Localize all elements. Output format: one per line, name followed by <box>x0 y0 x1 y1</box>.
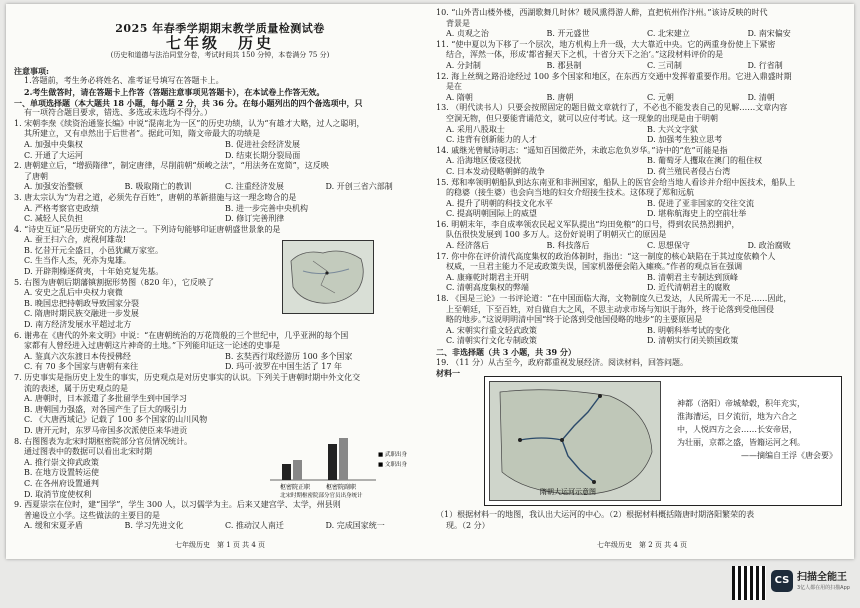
notice-line: 1.答题前，考生务必将姓名、准考证号填写在答题卡上。 <box>24 76 224 86</box>
question-12: 是在 <box>446 82 462 92</box>
option: A. 严格考察官吏政绩 <box>24 203 99 213</box>
option: D. 唐开元时，东罗马帝国多次派使臣来华进贡 <box>24 425 188 435</box>
option: D. 加强考生独立思考 <box>647 135 723 145</box>
option: A. 加强安治整顿 <box>24 182 83 192</box>
option: B. 郡县制 <box>546 60 582 70</box>
material-one-box <box>484 376 842 506</box>
notice-title: 注意事项: <box>14 65 49 76</box>
option: B. 开元盛世 <box>546 29 590 39</box>
option: B. 玄奘西行取经游历 100 多个国家 <box>225 351 353 361</box>
option: C. 元朝 <box>647 92 674 102</box>
option: D. 南方经济发展水平超过北方 <box>24 320 132 330</box>
option: C. 隋唐时期民族交融进一步发展 <box>24 309 139 319</box>
option: D. 修订完善刑律 <box>225 214 285 224</box>
question-13: 13. （明代读书人）只要会按照固定的题目做文章就行了，不必也不能发表自己的见解……文章内容 <box>436 103 788 113</box>
option: C. 清朝高度集权的弊端 <box>446 283 529 293</box>
question-19: 19. （11 分）从古至今，政府都重视发展经济。阅读材料，回答问题。 <box>436 357 688 367</box>
exam-title: 2025 年春季学期期末教学质量检测试卷 <box>115 22 325 35</box>
question-15: 的稳婆（接生婆）也会向当地的妇女介绍接生技术。这体现了郑和远航 <box>446 188 694 198</box>
option: A. 采用八股取士 <box>446 124 505 134</box>
question-6-options <box>14 352 426 373</box>
chart-legend-entry: ■ 文职出身 <box>378 462 407 468</box>
question-18: 略的地步。”这说明明清中国“终于论落到受他国侵略的地步”的主要原因是 <box>446 315 703 325</box>
question-14-options <box>436 156 848 177</box>
option: C. 生当作人杰，死亦为鬼雄。 <box>24 256 131 266</box>
option: D. 政治腐败 <box>747 241 791 251</box>
option: C. 在各州府设置通判 <box>24 478 99 488</box>
question-16: 队伍很快发展到 100 多万人。这份好说明了明朝灭亡的原因是 <box>446 230 667 240</box>
option: A. 蚕王扫六合，虎视何雄哉! <box>24 235 127 245</box>
option: C. 注重经济发展 <box>225 182 284 192</box>
question-9-options <box>14 521 426 532</box>
bureau-chart-svg <box>266 434 416 498</box>
option: D. 堪称航海史上的空前壮举 <box>647 209 747 219</box>
part1-heading: 一、单项选择题（本大题共 18 小题，每小题 2 分，共 36 分。在每小题列出的四个备选项中，只 <box>14 97 363 108</box>
question-9: 普遍设立小学。这些做法的主要目的是 <box>24 510 160 520</box>
canal-map <box>489 381 661 501</box>
question-11-options <box>436 61 848 72</box>
option: D. 开创三省六部制 <box>325 182 393 192</box>
question-18: 18. 《国是三论》一书评论道：“在中国面临大海，文物制度久已发达，人民所需无一不足……因此， <box>436 294 792 304</box>
question-9: 9. 西夏崇宗在位时，建“国学”，学生 300 人，以习儒学为主。后来又建宫学、太学，州县则 <box>14 500 341 510</box>
question-6: 家都有人曾经进入过唐朝这片神奇的土地。”下列能印证这一论述的史事是 <box>24 341 281 351</box>
question-16-options <box>436 241 848 252</box>
option: D. 荷兰殖民者侵占台湾 <box>647 166 731 176</box>
map-illustration <box>283 241 373 313</box>
option: B. 唐朝国力强盛，对各国产生了巨大的吸引力 <box>24 404 187 414</box>
question-1: 其所建立，又有卓然出于后世者”。据此可知，隋文帝最大的功绩是 <box>24 129 261 139</box>
option: D. 结束长期分裂局面 <box>225 150 301 160</box>
question-1-options <box>14 140 426 161</box>
bar-zheng-civil <box>293 460 302 480</box>
chart-tick-label: 枢密院正职 <box>280 484 311 491</box>
exam-subtitle: (历史和道德与法治同堂分卷，考试时间共 150 分钟，本卷满分 75 分) <box>110 51 330 60</box>
poem-source: ——摘编自王浮《唐会要》 <box>741 451 837 460</box>
question-17-options <box>436 273 848 294</box>
question-17: 17. 你中你在评价清代高度集权的政治体制时，指出：“这一制度的核心缺陷在于其过度依赖个人 <box>436 251 776 261</box>
option: A. 缓和宋夏矛盾 <box>24 521 83 531</box>
poem-line: 为壮丽，京都之盛，皆籍运河之利。 <box>677 438 805 447</box>
option: A. 推行崇文抑武政策 <box>24 457 99 467</box>
page-footer: 七年级历史 第 1 页 共 4 页 <box>174 541 266 550</box>
option: C. 有 70 多个国家与唐朝有来往 <box>24 362 139 372</box>
question-12-options <box>436 93 848 104</box>
canal-map-svg <box>490 382 660 500</box>
option: A. 提升了明朝的科技文化水平 <box>446 198 553 208</box>
chart-tick-label: 枢密院副职 <box>326 484 357 491</box>
option: B. 吸取隋亡的教训 <box>124 182 192 192</box>
option: D. 南宋偏安 <box>747 29 791 39</box>
question-14: 14. 戚继光曾赋诗明志：“遥知百国微茫外，未敢忘危负岁华。”诗中的“危”可能是指 <box>436 145 728 155</box>
option: D. 清朝实行闭关锁国政策 <box>647 336 739 346</box>
option: D. 行省制 <box>747 60 783 70</box>
option: C. 推动汉人南迁 <box>225 521 284 531</box>
option: C. 日本发动侵略朝鲜的战争 <box>446 166 545 176</box>
option: A. 康雍乾时期君主开明 <box>446 272 529 282</box>
option: C. 提高明朝国际上的威望 <box>446 209 537 219</box>
question-15-options <box>436 199 848 220</box>
option: B. 忆昔开元全盛日，小邑犹藏万家室。 <box>24 245 163 255</box>
chart-caption: 北宋时期枢密院部分官员出身统计 <box>280 493 363 498</box>
option: A. 沿海地区倭寇侵扰 <box>446 156 521 166</box>
map-caption: 隋朝大运河示意图 <box>540 488 596 496</box>
notice-line: 2.考生做答时，请在答题卡上作答（答题注意事项见答题卡），在本试卷上作答无效。 <box>24 86 325 97</box>
option: C. 违背有创新能力的人才 <box>446 135 537 145</box>
bureau-chart <box>266 434 416 498</box>
option: A. 经济落后 <box>446 241 489 251</box>
option: D. 取消节度使权利 <box>24 489 92 499</box>
question-7-options <box>14 394 426 436</box>
tang-map-figure <box>282 240 374 314</box>
exam-sheet <box>6 4 854 559</box>
page-footer: 七年级历史 第 2 页 共 4 页 <box>596 541 688 550</box>
option: A. 唐朝时，日本派遣了多批留学生到中国学习 <box>24 394 187 404</box>
camscanner-name: 扫描全能王 <box>797 572 847 583</box>
option: A. 隋朝 <box>446 92 473 102</box>
option: B. 促进社会经济发展 <box>225 139 300 149</box>
question-11: 11. “使中夏以为下移了一个层次，地方机构上升一级，大大靠近中央。它的两重身份使上下紧密 <box>436 39 776 49</box>
question-11: 结合，浑然一体，形成‘都省握天下之机，十省分天下之治’。”这段材料评价的是 <box>446 50 724 60</box>
part1-heading-cont: 有一项符合题目要求，错选、多选或未选均不得分。） <box>24 108 212 118</box>
question-17: 权威，一旦君主能力不足或政策失误，国家机器便会陷入瘫痪。”作者的观点旨在强调 <box>446 262 743 272</box>
question-12: 12. 海上丝绸之路沿途经过 100 多个国家和地区，在东西方交通中发挥着重要作用。它进入鼎盛时期 <box>436 71 792 81</box>
question-4: 4. “诗史互证”是历史研究的方法之一。下列诗句能够印证唐朝盛世景象的是 <box>14 224 281 234</box>
part2-heading: 二、非选择题（共 3 小题，共 39 分） <box>436 347 576 357</box>
bar-fu-civil <box>339 438 348 480</box>
question-18: 上至朝廷，下至百姓，对自做自大之风，不思主动求市场与知识于海外，终于论落到受他国侵 <box>446 304 774 314</box>
option: B. 葡萄牙人攫取在澳门的租住权 <box>647 156 762 166</box>
camscanner-logo: CS <box>771 570 793 592</box>
option: C. 《大唐西域记》记载了 100 多个国家的山川风物 <box>24 415 208 425</box>
poem-line: 神都（洛阳）帝城辇毂，积年充实， <box>677 399 805 408</box>
page-left <box>14 4 426 559</box>
question-19-1: 现。（2 分） <box>446 520 490 530</box>
camscanner-tagline: 3亿人都在用的扫描App <box>797 585 850 591</box>
option: C. 清朝实行文化专制政策 <box>446 336 537 346</box>
option: B. 唐朝 <box>546 92 574 102</box>
option: D. 近代清朝君主的腐败 <box>647 283 731 293</box>
exam-subject: 七年级 历史 <box>165 33 274 52</box>
question-1: 1. 宋朝李焘《续资治通鉴长编》中说“混南北为一区”的历史功绩，认为“有雄才大略，过人之聪明， <box>14 118 365 128</box>
option: B. 晚国忠把持朝政导致国家分裂 <box>24 298 139 308</box>
question-13: 空洞无物，但只要能背诵范文，就可以应付考试。这一现象的出现是由于明朝 <box>446 113 718 123</box>
option: B. 清朝君主专制达到顶峰 <box>647 272 738 282</box>
option: B. 大兴文字狱 <box>647 124 698 134</box>
option: C. 三司制 <box>647 60 682 70</box>
question-7: 流的表述，属于历史观点的是 <box>24 383 128 393</box>
option: B. 促进了亚非国家的交往交流 <box>647 198 754 208</box>
question-10-options <box>436 29 848 40</box>
option: D. 玛可·波罗在中国生活了 17 年 <box>225 362 343 372</box>
option: A. 分封制 <box>446 60 481 70</box>
option: A. 贞观之治 <box>446 29 489 39</box>
option: C. 开通了大运河 <box>24 150 83 160</box>
option: B. 进一步完善中央机构 <box>225 203 308 213</box>
poem-line: 淮海漕运，日夕流衍，地为六合之 <box>677 412 797 421</box>
option: B. 科技落后 <box>546 241 590 251</box>
option: C. 减轻人民负担 <box>24 214 83 224</box>
question-6: 6. 谢弗在《唐代的外来文明》中说：“在唐朝统治的万花筒般的三个世纪中，几乎亚洲的每个国 <box>14 330 349 340</box>
question-2: 2. 唐朝建立后，“增损隋律”，制定唐律，尽削前朝“烦峻之法”，“用法务在宽简”，这反映 <box>14 161 329 171</box>
material-label: 材料一 <box>436 368 460 379</box>
question-18-options <box>436 326 848 347</box>
qr-code <box>732 566 766 600</box>
option: A. 安史之乱后中央权力衰微 <box>24 288 123 298</box>
page-right <box>436 4 848 559</box>
option: C. 思想保守 <box>647 241 690 251</box>
bar-fu-military <box>328 444 337 480</box>
option: D. 清朝 <box>747 92 775 102</box>
poem-line: 中，人悦四方之会……长安帝居， <box>677 425 797 434</box>
question-8: 通过图表中的数据可以看出北宋时期 <box>24 447 152 457</box>
option: C. 北宋建立 <box>647 29 690 39</box>
question-5: 5. 右图为唐朝后期藩镇割据形势图（820 年），它反映了 <box>14 277 214 287</box>
option: B. 学习先进文化 <box>124 521 184 531</box>
question-3-options <box>14 204 426 225</box>
material-one-text <box>677 397 837 462</box>
question-3: 3. 唐太宗认为“为君之道，必须先存百姓”，唐朝的革新措施与这一理念吻合的是 <box>14 192 297 202</box>
question-2-options <box>14 182 426 193</box>
option: A. 鉴真六次东渡日本传授佛经 <box>24 351 131 361</box>
option: B. 明朝科举考试的变化 <box>647 325 730 335</box>
chart-legend-entry: ■ 武职出身 <box>378 452 407 458</box>
question-8: 8. 右图图表为北宋时期枢密院部分官员情况统计。 <box>14 436 193 446</box>
bar-zheng-military <box>282 464 291 480</box>
question-2: 了唐朝 <box>24 171 48 181</box>
option: A. 加强中央集权 <box>24 139 83 149</box>
question-10: 背景是 <box>446 18 470 28</box>
question-19-1: （1）根据材料一的地图，我认出大运河的中心。（2）根据材料概括隋唐时期洛阳繁荣的表 <box>436 510 755 519</box>
option: B. 在地方设置转运使 <box>24 468 99 478</box>
option: A. 宋朝实行重文轻武政策 <box>446 325 537 335</box>
question-16: 16. 明朝末年，李自成率领农民起义军队提出“均田免粮”的口号，得到农民热烈拥护， <box>436 219 740 229</box>
question-10: 10. “山外青山楼外楼，西湖歌舞几时休？暖风熏得游人醉，直把杭州作汴州。”该诗反映的时代 <box>436 8 768 17</box>
question-7: 7. 历史事实是指历史上发生的事实，历史观点是对历史事实的认识。下列关于唐朝时期中外文化交 <box>14 373 361 382</box>
option: D. 完成国家统一 <box>325 521 385 531</box>
question-15: 15. 郑和率领明朝船队到达东南亚和非洲国家，船队上的医官会给当地人看诊并介绍中医技术，船队上 <box>436 177 796 187</box>
option: D. 开辟荆榛逐荷夷，十年始克复先基。 <box>24 267 164 277</box>
question-13-options <box>436 125 848 146</box>
